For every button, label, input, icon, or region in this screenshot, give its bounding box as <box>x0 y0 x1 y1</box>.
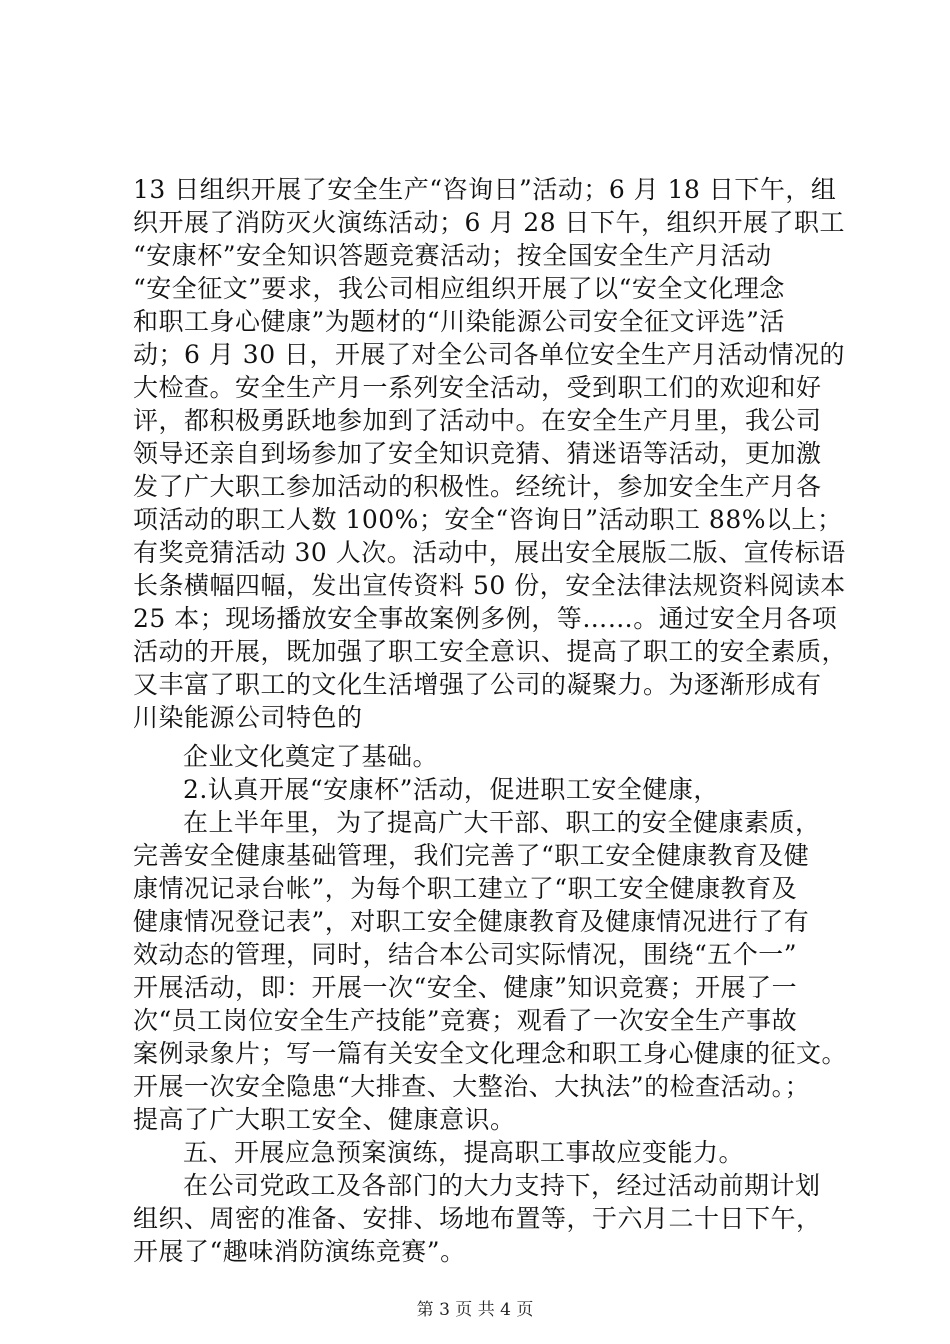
text-line: 织开展了消防灭火演练活动；6 月 28 日下午，组织开展了职工 <box>133 208 846 237</box>
page-number-footer: 第 3 页 共 4 页 <box>416 1300 534 1320</box>
paragraph-start: 在上半年里，为了提高广大干部、职工的安全健康素质， <box>183 808 821 837</box>
text-line: 次“员工岗位安全生产技能”竞赛；观看了一次安全生产事故 <box>133 1006 798 1035</box>
text-line: 企业文化奠定了基础。 <box>183 742 439 771</box>
paragraph-start: 在公司党政工及各部门的大力支持下，经过活动前期计划 <box>183 1171 821 1200</box>
text-line: 川染能源公司特色的 <box>133 703 363 732</box>
text-line: 大检查。安全生产月一系列安全活动，受到职工们的欢迎和好 <box>133 373 822 402</box>
text-line: “安康杯”安全知识答题竞赛活动；按全国安全生产月活动 <box>133 241 772 270</box>
text-line: “安全征文”要求，我公司相应组织开展了以“安全文化理念 <box>133 274 785 303</box>
text-line: 完善安全健康基础管理，我们完善了“职工安全健康教育及健 <box>133 841 810 870</box>
section-heading: 五、开展应急预案演练，提高职工事故应变能力。 <box>183 1138 745 1167</box>
text-line: 又丰富了职工的文化生活增强了公司的凝聚力。为逐渐形成有 <box>133 670 822 699</box>
text-line: 和职工身心健康”为题材的“川染能源公司安全征文评选”活 <box>133 307 785 336</box>
text-line: 开展一次安全隐患“大排查、大整治、大执法”的检查活动。； <box>133 1072 811 1101</box>
text-line: 开展活动，即：开展一次“安全、健康”知识竞赛；开展了一 <box>133 973 798 1002</box>
text-line: 项活动的职工人数 100%；安全“咨询日”活动职工 88%以上； <box>133 505 843 534</box>
text-line: 评，都积极勇跃地参加到了活动中。在安全生产月里，我公司 <box>133 406 822 435</box>
text-line: 有奖竞猜活动 30 人次。活动中，展出安全展版二版、宣传标语 <box>133 538 846 567</box>
text-line: 效动态的管理，同时，结合本公司实际情况，围绕“五个一” <box>133 940 798 969</box>
text-line: 发了广大职工参加活动的积极性。经统计，参加安全生产月各 <box>133 472 822 501</box>
text-line: 提高了广大职工安全、健康意识。 <box>133 1105 516 1134</box>
section-heading: 2.认真开展“安康杯”活动，促进职工安全健康， <box>183 775 719 804</box>
text-line: 康情况记录台帐”，为每个职工建立了“职工安全健康教育及 <box>133 874 798 903</box>
text-line: 13 日组织开展了安全生产“咨询日”活动；6 月 18 日下午，组 <box>133 175 837 204</box>
text-line: 25 本；现场播放安全事故案例多例，等……。通过安全月各项 <box>133 604 838 633</box>
text-line: 案例录象片；写一篇有关安全文化理念和职工身心健康的征文。 <box>133 1039 848 1068</box>
text-line: 活动的开展，既加强了职工安全意识、提高了职工的安全素质， <box>133 637 848 666</box>
text-line: 领导还亲自到场参加了安全知识竞猜、猜迷语等活动，更加激 <box>133 439 822 468</box>
text-line: 组织、周密的准备、安排、场地布置等，于六月二十日下午， <box>133 1204 822 1233</box>
text-line: 长条横幅四幅，发出宣传资料 50 份，安全法律法规资料阅读本 <box>133 571 846 600</box>
text-line: 动；6 月 30 日，开展了对全公司各单位安全生产月活动情况的 <box>133 340 846 369</box>
text-line: 开展了“趣味消防演练竞赛”。 <box>133 1237 466 1266</box>
text-line: 健康情况登记表”，对职工安全健康教育及健康情况进行了有 <box>133 907 810 936</box>
